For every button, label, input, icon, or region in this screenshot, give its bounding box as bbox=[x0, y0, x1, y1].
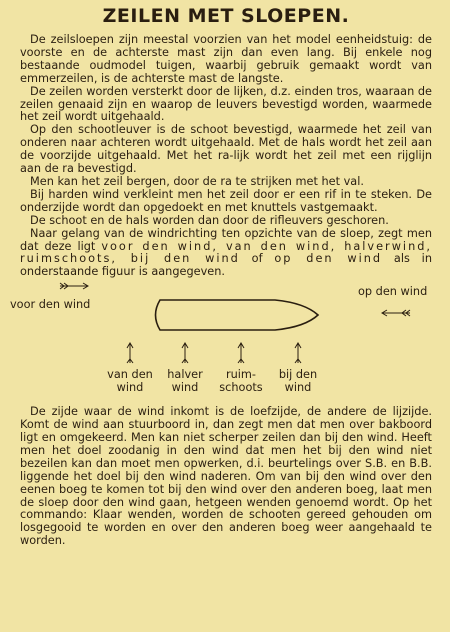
closing-paragraph: De zijde waar de wind inkomt is de loefzijde, de andere de lijzijde. Komt de wind aan stuurboord in, dan zegt men dat men over bakboord ligt en omgekeerd. Men kan niet scherper zeilen dan bij den wind. Heeft men het doel zoodanig in den wind dat men het bij den wind niet bezeilen kan dan moet men opwerken, d.i. beurtelings over S.B. en B.B. liggende het doel bij den wind naderen. Om van bij den wind over den eenen boeg te komen tot bij den wind over den anderen boeg, laat men de sloep door den wind gaan, hetgeen wenden genoemd wordt. Op het commando: Klaar wenden, worden de schooten gereed gehouden om losgegooid te worden en over den anderen boeg weer aangehaald te worden. bbox=[20, 405, 432, 548]
paragraph: Men kan het zeil bergen, door de ra te strijken met het val. bbox=[30, 174, 364, 188]
label-van-den-wind bbox=[100, 369, 160, 395]
paragraph: Bij harden wind verkleint men het zeil door er een rif in te steken. De onderzijde wordt dan opgedoekt en met knuttels vastgemaakt. bbox=[20, 187, 432, 214]
label-line: wind bbox=[116, 381, 144, 395]
text: Naar gelang van de windrichting ten opzichte van de sloep, zegt men dat deze ligt bbox=[20, 226, 432, 253]
label-halverwind bbox=[155, 369, 215, 395]
label-line: wind bbox=[284, 381, 312, 395]
boat-hull bbox=[156, 300, 319, 330]
paragraph bbox=[20, 228, 432, 280]
text: als in onderstaande figuur is aangegeven. bbox=[20, 252, 432, 279]
label-line: ruim- bbox=[225, 368, 257, 382]
wind-direction-figure bbox=[10, 281, 432, 405]
label-line: van den bbox=[107, 368, 153, 382]
page-title: ZEILEN MET SLOEPEN. bbox=[102, 5, 350, 27]
paragraph: Op den schootleuver is de schoot bevestigd, waarmede het zeil van onderen naar achteren wordt uitgehaald. Met de hals wordt het zeil aan de voorzijde uitgehaald. Met het ra-lijk wordt het zeil met een rijglijn aan de ra bevestigd. bbox=[20, 123, 432, 176]
paragraph: De zeilsloepen zijn meestal voorzien van het model eenheidstuig: de voorste en de achterste mast zijn dan even lang. Bij enkele nog bestaande oudmodel tuigen, waarbij gebruik gemaakt wordt van emmerzeilen, is de achterste mast de langste. bbox=[20, 33, 432, 85]
paragraph: De zeilen worden versterkt door de lijken, d.z. einden tros, waaraan de zeilen genaaid zijn en waarop de leuvers bevestigd worden, waarmede het zeil wordt uitgehaald. bbox=[20, 84, 432, 124]
paragraph: De schoot en de hals worden dan door de rifleuvers geschoren. bbox=[30, 213, 389, 227]
arrow-voor-den-wind bbox=[60, 283, 88, 289]
spaced-text: voor den wind, van den wind, halverwind, ruimschoots, bij den wind bbox=[20, 239, 432, 266]
arrow-van-den-wind bbox=[127, 343, 133, 363]
label-line: halver bbox=[167, 368, 203, 382]
arrow-bij-den-wind bbox=[295, 343, 301, 363]
label-line: wind bbox=[171, 381, 199, 395]
text: of bbox=[239, 252, 275, 266]
arrow-op-den-wind bbox=[382, 310, 410, 316]
label-bij-den-wind bbox=[268, 369, 328, 395]
label-op-den-wind: op den wind bbox=[358, 285, 428, 299]
label-line: bij den bbox=[278, 368, 318, 382]
arrow-ruimschoots bbox=[238, 343, 244, 363]
label-ruimschoots bbox=[211, 369, 271, 395]
intro-text bbox=[20, 34, 432, 279]
spaced-text: op den wind bbox=[274, 252, 383, 266]
arrow-halverwind bbox=[182, 343, 188, 363]
label-voor-den-wind: voor den wind bbox=[10, 298, 91, 312]
label-line: schoots bbox=[219, 381, 263, 395]
